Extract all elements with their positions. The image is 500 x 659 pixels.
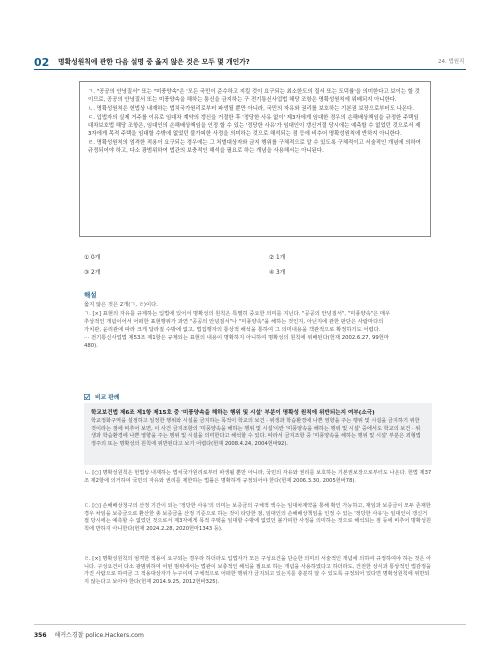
reference-title: 학교보건법 제6조 제1항 제15호 중 '미풍양속을 해하는 행위 및 시설' 부분이 명확성 원칙에 위반되는지 여부(소극) [91, 410, 375, 416]
footer-brand: 해커스경찰 police.Hackers.com [54, 632, 144, 639]
reference-heading-label: 비교 판례 [95, 395, 120, 401]
checkbox-icon [84, 394, 90, 400]
reference-heading [84, 392, 119, 401]
question-number: 02 [34, 56, 50, 69]
statement-item: ㄴ. 명확성원칙은 헌법상 내재하는 법치국가원리로부터 파생될 뿐만 아니라, 국민의 자유와 권리를 보호하는 기본권 보장으로부터도 나온다. [88, 106, 414, 112]
answer-line: 옳지 않은 것은 2개(ㄱ, ㄹ)이다. [84, 302, 158, 308]
answer-heading: 해설 [84, 291, 97, 299]
footer-rule [34, 624, 466, 625]
statement-item: ㄹ. 명확성원칙의 엄격한 적용이 요구되는 경우에는 그 처벌대상자와 금지 행위를 구체적으로 알 수 있도록 구체적이고 서술적인 개념에 의하여 규정되어야 하고, 다소 광범위하여 법관의 보충적인 해석을 필요로 하는 개념을 사용해서는 아니된다. [88, 140, 421, 154]
answer-line: ㄱ. [×] 표현의 자유를 규제하는 입법에 있어서 명확성의 원칙은 특별히 중요한 의미를 지닌다. "공공의 안녕질서", "미풍양속"은 매우 [84, 311, 391, 317]
choice-2[interactable]: ② 1개 [269, 255, 286, 261]
footer [34, 630, 144, 639]
page-number: 356 [34, 632, 47, 639]
reference-box [84, 403, 432, 465]
answer-line: 480). [84, 343, 98, 349]
answer-line: 가치관, 윤리관에 따라 크게 달라질 수밖에 없고, 법집행자의 통상적 해석을 통하여 그 의미내용을 객관적으로 확정하기도 어렵다. [84, 327, 381, 333]
explanation-item: ㄴ. [○] 명확성원칙은 헌법상 내재하는 법치국가원리로부터 파생될 뿐만 아니라, 국민의 자유와 권리를 보호하는 기본권보장으로부터도 나온다. 헌법 제37조 제2항에 의거하여 국민의 자유와 권리를 제한하는 법률은 명확하게 규정되어야 한다(헌재 2006.3.30, 2005헌바78). [84, 470, 432, 484]
reference-body: 학교정화구역을 설정하고 일정한 행위와 시설을 금지하는 목적이 학교의 보건 · 위생과 학습환경에 나쁜 영향을 주는 행위 및 시설을 금지하기 위한 것이라는 점에 비추어 보면, 이 사건 금지조항의 '미풍양속을 해하는 행위 및 시설'이란 '미풍양속을 해하는 행위 및 시설' 중에서도 학교의 보건 · 위생과 학습환경에 나쁜 영향을 주는 행위 및 시설을 의미한다고 해석할 수 있다. 따라서 금지조항 중 '미풍양속을 해하는 행위 및 시설' 부분은 죄형법정주의 또는 명확성의 원칙에 위반된다고 보기 어렵다(헌재 2008.4.24, 2004헌바92). [91, 418, 421, 447]
choice-4[interactable]: ④ 3개 [269, 270, 286, 276]
choice-1[interactable]: ① 0개 [84, 255, 101, 261]
statement-item: ㄷ. 입법자의 실제 거주를 이유로 임대차 계약의 갱신을 거절한 후 '정당한 사유 없이' 제3자에게 임대한 경우의 손해배상책임을 규정한 주택임대차보호법 해당 조항은, 임대인의 손해배상책임을 인정 할 수 있는 '정당한 사유'가 임대인이 갱신거절 당시에는 예측할 수 없었던 것으로서 제3자에게 목적 주택을 임대할 수밖에 없었던 불가피한 사정을 의미하는 것으로 해석되는 점 등에 비추어 명확성원칙에 반하지 아니한다. [88, 115, 421, 137]
choice-3[interactable]: ③ 2개 [84, 270, 101, 276]
answer-line: ⋯ 전기통신사업법 제53조 제1항은 규제되는 표현의 내용이 명확하지 아니하여 명확성의 원칙에 위배된다(헌재 2002.6.27, 99헌마 [84, 335, 390, 341]
explanation-item: ㄷ. [○] 손해배상청구의 산정 기간이 되는 '정당한 사유'의 의미는 보증금의 구체적 액수는 임대차계약을 통해 확인 가능하고, 재임과 보증금이 모두 존재한 경우 차임을 보증금으로 환산한 총 보증금을 산정 기준으로 하는 것이 타당한 점, 임대인의 손해배상책임을 인정 수 있는 '정당한 사유'는 임대인이 갱신거절 당시에는 예측할 수 없었던 것으로서 제3자에게 목적 주택을 임대할 수밖에 없었던 불가피한 사정을 의미하는 것으로 해석되는 점 등에 비추어 명확성원칙에 반하지 아니한다(헌재 2024.2.28, 2020헌마1343 등). [84, 503, 431, 533]
question-source: 24. 법원직 [438, 59, 465, 65]
statement-item: ㄱ. "공공의 안녕질서" 또는 "미풍양속"은 '모든 국민이 준수하고 지킬 것이 요구되는 최소한도의 질서 또는 도덕률'을 의미한다고 보이는 할 것이므로, 공공의 안녕질서 또는 미풍양속을 해하는 통신을 금지하는 구 전기통신사업법 해당 조항은 명확성원칙에 위배되지 아니한다. [88, 89, 420, 103]
header-rule [34, 69, 466, 70]
explanation-item: ㄹ. [×] 명확성원칙의 엄격한 적용이 요구되는 경우라 하더라도 입법자가 모든 구성요건을 단순한 의미의 서술적인 개념에 의하여 규정하여야 하는 것은 아니다. 구성요건이 다소 광범위하여 어떤 범위에서는 법관이 보충적인 해석을 필요로 하는 개념을 사용하였다고 하더라도, 건전한 상식과 통상적인 법감정을 가진 사람으로 하여금 그 적용대상자가 누구이며 구체적으로 어떠한 행위가 금지되고 있는지를 충분히 알 수 있도록 규정되어 있다면 명확성원칙에 위반되지 않는다고 보아야 한다(헌재 2014.9.25, 2012헌바325). [84, 556, 432, 586]
question-text: 명확성원칙에 관한 다음 설명 중 옳지 않은 것은 모두 몇 개인가? [58, 58, 250, 66]
answer-line: 추상적인 개념이어서 어떠한 표현행위가 과연 "공공의 안녕질서"나 "미풍양속"을 해하는 것인지, 아닌지에 관한 판단은 사람마다의 [84, 319, 384, 325]
statement-box [79, 81, 431, 237]
